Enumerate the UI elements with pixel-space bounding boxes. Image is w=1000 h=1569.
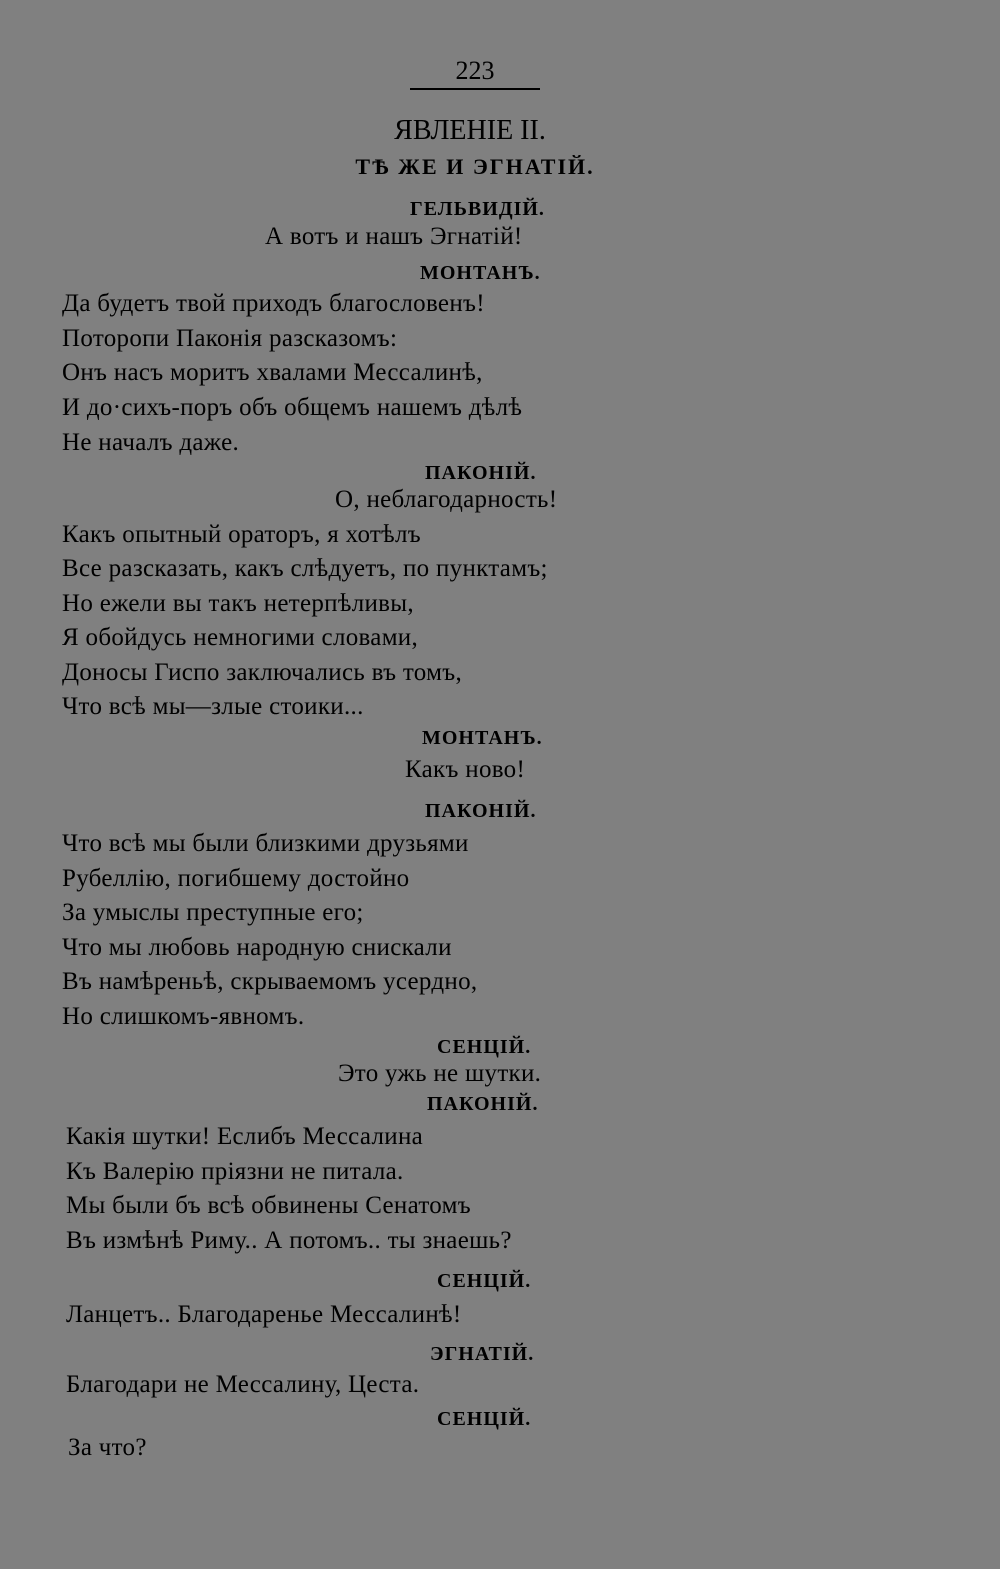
verse-line: Доносы Гиспо заключались въ томъ,	[62, 659, 462, 686]
verse-line: Поторопи Паконія разсказомъ:	[62, 325, 398, 352]
speaker-name: ГЕЛЬВИДІЙ.	[410, 198, 545, 220]
speaker-name: ПАКОНІЙ.	[427, 1093, 539, 1115]
verse-line: О, неблагодарность!	[335, 486, 558, 513]
verse-line: Благодари не Мессалину, Цеста.	[66, 1371, 420, 1398]
speaker-name: МОНТАНЪ.	[422, 727, 543, 749]
verse-line: Это ужь не шутки.	[338, 1060, 542, 1087]
page-number: 223	[410, 56, 540, 90]
verse-line: Но ежели вы такъ нетерпѣливы,	[62, 590, 414, 617]
speaker-name: ЭГНАТІЙ.	[430, 1343, 535, 1365]
verse-line: Какъ ново!	[405, 756, 526, 783]
verse-line: И до·сихъ-поръ объ общемъ нашемъ дѣлѣ	[62, 394, 523, 421]
verse-line: Въ измѣнѣ Риму.. А потомъ.. ты знаешь?	[66, 1227, 512, 1254]
verse-line: Ланцетъ.. Благодаренье Мессалинѣ!	[66, 1301, 462, 1328]
verse-line: За умыслы преступные его;	[62, 899, 364, 926]
verse-line: Въ намѣреньѣ, скрываемомъ усердно,	[62, 968, 478, 995]
verse-line: Но слишкомъ-явномъ.	[62, 1003, 305, 1030]
speaker-name: МОНТАНЪ.	[420, 262, 541, 284]
verse-line: Все разсказать, какъ слѣдуетъ, по пунктамъ;	[62, 555, 548, 582]
verse-line: Я обойдусь немногими словами,	[62, 624, 419, 651]
scene-title: ЯВЛЕНІЕ II.	[394, 115, 546, 146]
verse-line: А вотъ и нашъ Эгнатій!	[265, 223, 523, 250]
verse-line: Мы были бъ всѣ обвинены Сенатомъ	[66, 1192, 471, 1219]
verse-line: Рубеллію, погибшему достойно	[62, 865, 410, 892]
verse-line: Какъ опытный ораторъ, я хотѣлъ	[62, 521, 422, 548]
verse-line: Что всѣ мы—злые стоики...	[62, 693, 364, 720]
verse-line: Къ Валерію пріязни не питала.	[66, 1158, 404, 1185]
verse-line: Не началъ даже.	[62, 429, 240, 456]
verse-line: За что?	[68, 1434, 147, 1461]
scene-persons: ТѢ ЖЕ И ЭГНАТІЙ.	[355, 154, 595, 179]
speaker-name: СЕНЦІЙ.	[437, 1270, 532, 1292]
verse-line: Да будетъ твой приходъ благословенъ!	[62, 290, 485, 317]
speaker-name: СЕНЦІЙ.	[437, 1408, 532, 1430]
speaker-name: ПАКОНІЙ.	[425, 462, 537, 484]
verse-line: Что всѣ мы были близкими друзьями	[62, 830, 469, 857]
verse-line: Что мы любовь народную снискали	[62, 934, 452, 961]
speaker-name: ПАКОНІЙ.	[425, 800, 537, 822]
verse-line: Онъ насъ моритъ хвалами Мессалинѣ,	[62, 359, 483, 386]
speaker-name: СЕНЦІЙ.	[437, 1036, 532, 1058]
verse-line: Какія шутки! Еслибъ Мессалина	[66, 1123, 424, 1150]
